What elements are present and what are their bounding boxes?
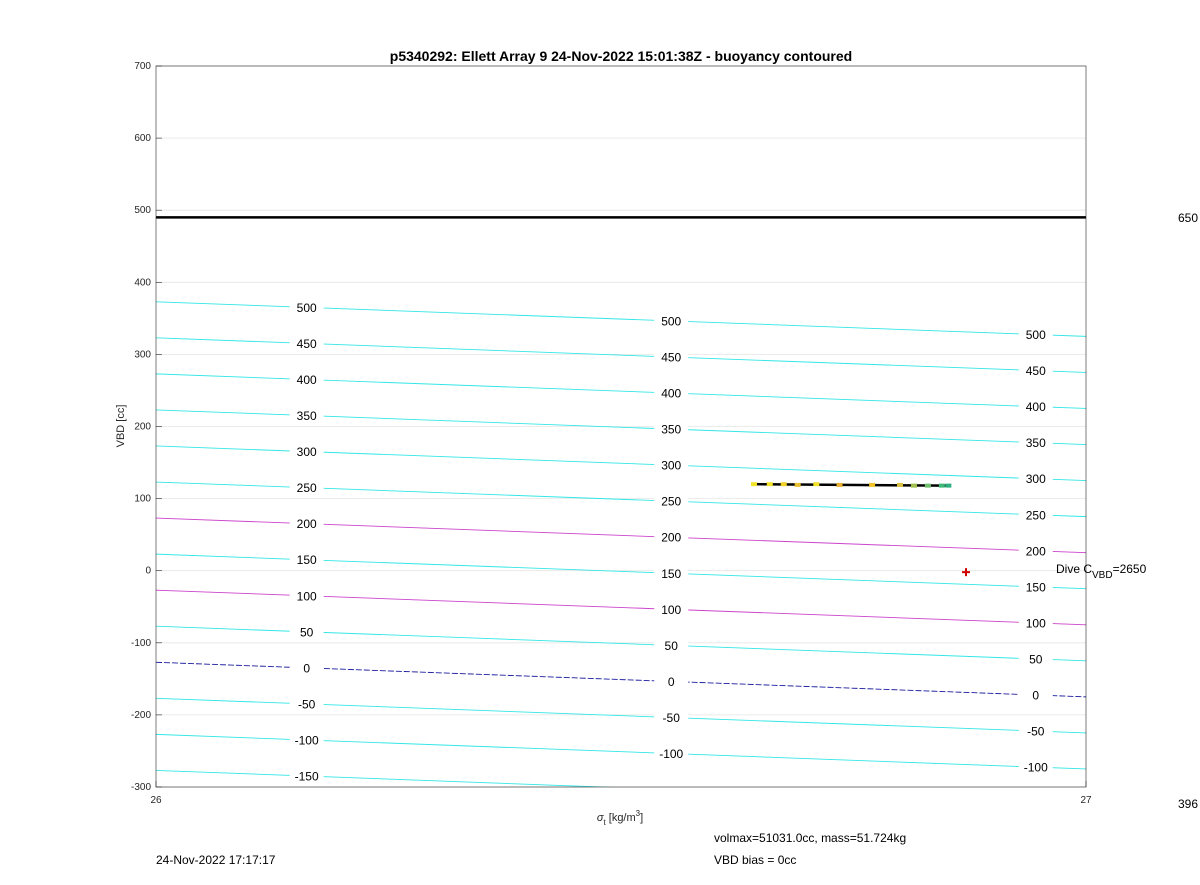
x-tick-label: 26 — [150, 795, 162, 806]
y-tick-label: 300 — [134, 349, 151, 361]
x-axis-label-units: [kg/m — [605, 812, 636, 824]
contour-label-500: 500 — [296, 300, 317, 315]
dive-line — [751, 484, 946, 485]
contour-label-250: 250 — [1025, 508, 1046, 523]
contour-label-150: 150 — [661, 566, 682, 581]
contour-label-300: 300 — [296, 445, 317, 460]
contour-label-250: 250 — [296, 481, 317, 496]
footer-volmax: volmax=51031.0cc, mass=51.724kg — [714, 831, 907, 845]
contour-label-450: 450 — [661, 350, 682, 365]
marker-label-subscript: VBD — [1092, 570, 1113, 581]
contour-label-350: 350 — [296, 409, 317, 424]
contour-label-100: 100 — [1025, 616, 1046, 631]
grid-lines — [156, 66, 1086, 787]
y-tick-label: 100 — [134, 493, 151, 505]
marker-label-suffix: =2650 — [1112, 562, 1147, 576]
marker-label — [1056, 562, 1147, 581]
dive-point — [751, 482, 757, 486]
contour-label-450: 450 — [1025, 364, 1046, 379]
dive-point — [781, 482, 787, 486]
contour-label-0: 0 — [1032, 688, 1040, 703]
contour-label-0: 0 — [303, 661, 311, 676]
contour-label-200: 200 — [661, 530, 682, 545]
dive-point — [795, 483, 801, 487]
dive-point — [939, 484, 945, 488]
contour-label-100: 100 — [296, 589, 317, 604]
marker-label-prefix: Dive C — [1056, 562, 1093, 576]
contour-label-400: 400 — [296, 372, 317, 387]
contour-label--150: -150 — [294, 769, 319, 784]
x-axis-label-subscript: t — [603, 818, 606, 827]
contour-label-350: 350 — [661, 422, 682, 437]
contour-label-500: 500 — [1025, 328, 1046, 343]
contour-label-400: 400 — [1025, 400, 1046, 415]
y-tick-label: 500 — [134, 205, 151, 217]
contour-label--50: -50 — [297, 697, 316, 712]
contour-label-400: 400 — [661, 386, 682, 401]
contour-label--100: -100 — [659, 747, 684, 762]
contour-label-500: 500 — [661, 314, 682, 329]
contour-label-100: 100 — [661, 602, 682, 617]
axis-ticks — [131, 61, 1092, 806]
dive-point — [897, 483, 903, 487]
x-axis-label-symbol: σ — [596, 812, 604, 824]
dive-point — [945, 484, 951, 488]
y-axis-label: VBD [cc] — [115, 404, 127, 448]
dive-point — [869, 483, 875, 487]
chart-title: p5340292: Ellett Array 9 24-Nov-2022 15:01:38Z - buoyancy contoured — [389, 48, 853, 64]
contour-label--100: -100 — [1023, 760, 1048, 775]
dive-point — [767, 482, 773, 486]
contour-label-50: 50 — [299, 625, 314, 640]
y-tick-label: 400 — [134, 277, 151, 289]
footer-bias: VBD bias = 0cc — [714, 853, 797, 867]
right-label-bottom: 396 — [1178, 797, 1199, 811]
contour-label-200: 200 — [1025, 544, 1046, 559]
contour-label-350: 350 — [1025, 436, 1046, 451]
x-tick-label: 27 — [1080, 795, 1092, 806]
contour-labels — [290, 300, 1053, 783]
contour-label--50: -50 — [1027, 724, 1045, 739]
x-axis-label-superscript: 3 — [635, 809, 641, 818]
dive-data — [751, 482, 970, 576]
x-axis-label-close: ] — [640, 812, 644, 824]
dive-point — [837, 483, 843, 487]
y-tick-label: -100 — [130, 637, 151, 649]
contour-label-0: 0 — [667, 674, 675, 689]
y-tick-label: -300 — [130, 782, 151, 793]
x-axis-label — [597, 809, 643, 827]
contour-label-200: 200 — [296, 517, 317, 532]
right-label-top: 650 — [1178, 211, 1199, 225]
contour-label-250: 250 — [661, 494, 682, 509]
y-tick-label: -200 — [130, 709, 151, 721]
y-tick-label: 700 — [134, 61, 151, 72]
y-tick-label: 600 — [134, 133, 151, 145]
dive-point — [925, 484, 931, 488]
contour-label-450: 450 — [296, 336, 317, 351]
contour-label-50: 50 — [664, 638, 678, 653]
contour-label-300: 300 — [1025, 472, 1046, 487]
contour-label-150: 150 — [296, 553, 317, 568]
y-tick-label: 200 — [134, 421, 151, 433]
contour-label-150: 150 — [1025, 580, 1046, 595]
contour-label-50: 50 — [1029, 652, 1043, 667]
footer-timestamp: 24-Nov-2022 17:17:17 — [156, 853, 276, 867]
dive-point — [911, 484, 917, 488]
contour-label--50: -50 — [662, 710, 680, 725]
y-tick-label: 0 — [145, 565, 151, 577]
contour-label--100: -100 — [294, 733, 319, 748]
dive-point — [813, 482, 819, 486]
contour-label-300: 300 — [661, 458, 682, 473]
